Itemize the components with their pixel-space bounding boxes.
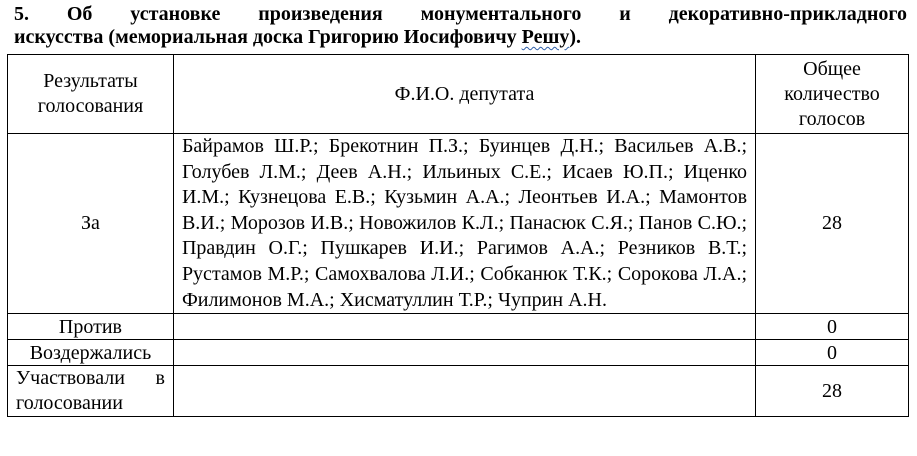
deputy-names-for: Байрамов Ш.Р.; Брекотнин П.З.; Буинцев Д.Н.; Васильев А.В.; Голубев Л.М.; Деев А.Н.; Ильиных С.Е.; Исаев Ю.П.; Иценко И.М.; Кузнецова Е.В.; Кузьмин А.А.; Леонтьев И.А.; Мамонтов В.И.; Морозов И.В.; Новожилов К.Л.; Панасюк С.Я.; Панов С.Ю.; Правдин О.Г.; Пушкарев И.И.; Рагимов А.А.; Резников В.Т.; Рустамов М.Р.; Самохвалова Л.И.; Собканюк Т.К.; Сорокова Л.А.; Филимонов М.А.; Хисматуллин Т.Р.; Чуприн А.Н. <box>173 134 755 314</box>
header-total-votes: Общее количество голосов <box>756 55 909 134</box>
table-row-against <box>8 314 909 340</box>
deputy-names-abstained <box>173 340 755 366</box>
heading-line-1: 5. Об установке произведения монументального и декоративно-прикладного <box>14 3 907 25</box>
result-label-participated: Участвовали в голосовании <box>8 366 174 417</box>
vote-count-against: 0 <box>756 314 909 340</box>
spellcheck-marked-word: Решу <box>521 26 570 48</box>
result-label-abstained: Воздержались <box>8 340 174 366</box>
result-label-for: За <box>8 134 174 314</box>
table-row-participated <box>8 366 909 417</box>
header-deputy-name: Ф.И.О. депутата <box>173 55 755 134</box>
heading-line-2-end: ). <box>569 26 582 48</box>
heading-line-2-start: искусства (мемориальная доска Григорию Иосифовичу <box>14 26 522 48</box>
heading-line-2 <box>14 26 907 49</box>
vote-count-participated: 28 <box>756 366 909 417</box>
table-row-for <box>8 134 909 314</box>
result-label-against: Против <box>8 314 174 340</box>
voting-results-table <box>7 54 909 417</box>
vote-count-for: 28 <box>756 134 909 314</box>
table-row-abstained <box>8 340 909 366</box>
header-voting-result: Результаты голосования <box>8 55 174 134</box>
vote-count-abstained: 0 <box>756 340 909 366</box>
deputy-names-participated <box>173 366 755 417</box>
table-header-row <box>8 55 909 134</box>
deputy-names-against <box>173 314 755 340</box>
item-heading <box>14 3 907 49</box>
